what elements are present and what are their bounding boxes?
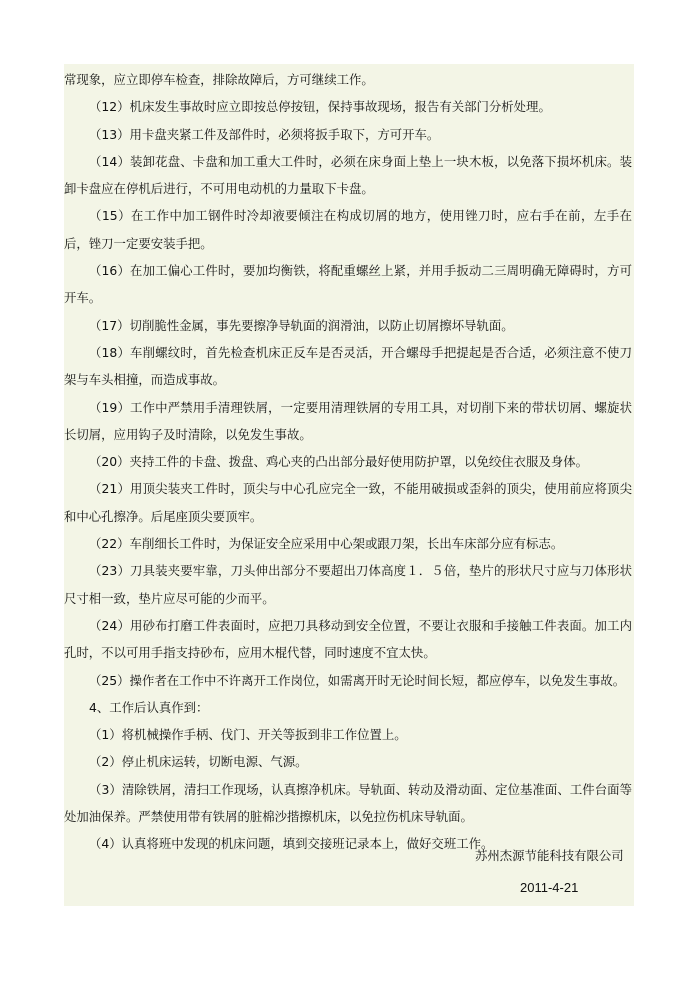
paragraph: （13）用卡盘夹紧工件及部件时，必须将扳手取下，方可开车。 (89, 126, 440, 142)
paragraph: （23）刀具装夹要牢靠，刀头伸出部分不要超出刀体高度１．５倍，垫片的形状尺寸应与刀体形状尺寸相一致，垫片应尽可能的少而平。 (64, 563, 632, 606)
section-heading: 4、工作后认真作到： (89, 699, 209, 715)
paragraph: （12）机床发生事故时应立即按总停按钮，保持事故现场，报告有关部门分析处理。 (89, 99, 551, 115)
paragraph: （3）清除铁屑，清扫工作现场，认真擦净机床。导轨面、转动及滑动面、定位基准面、工件台面等处加油保养。严禁使用带有铁屑的脏棉沙揩擦机床，以免拉伤机床导轨面。 (64, 781, 632, 825)
paragraph: （1）将机械操作手柄、伐门、开关等扳到非工作位置上。 (89, 727, 407, 743)
paragraph: （22）车削细长工件时，为保证安全应采用中心架或跟刀架，长出车床部分应有标志。 (89, 536, 564, 552)
document-body (64, 66, 634, 858)
paragraph: （4）认真将班中发现的机床问题，填到交接班记录本上，做好交班工作。 (89, 836, 494, 852)
paragraph: （25）操作者在工作中不许离开工作岗位，如需离开时无论时间长短，都应停车，以免发生事故。 (89, 672, 626, 688)
paragraph: （24）用砂布打磨工件表面时，应把刀具移动到安全位置，不要让衣服和手接触工件表面。加工内孔时，不以可用手指支持砂布，应用木棍代替，同时速度不宜太快。 (64, 617, 632, 661)
paragraph: （19）工作中严禁用手清理铁屑，一定要用清理铁屑的专用工具，对切削下来的带状切屑、螺旋状长切屑，应用钩子及时清除，以免发生事故。 (64, 399, 632, 442)
paragraph: （2）停止机床运转，切断电源、气源。 (89, 754, 308, 770)
paragraph: （20）夹持工件的卡盘、拨盘、鸡心夹的凸出部分最好使用防护罩，以免绞住衣服及身体。 (89, 454, 589, 470)
paragraph: （15）在工作中加工钢件时冷却液要倾注在构成切屑的地方，使用锉刀时，应右手在前，左手在后，锉刀一定要安装手把。 (64, 208, 632, 251)
paragraph: （17）切削脆性金属，事先要擦净导轨面的润滑油，以防止切屑擦坏导轨面。 (89, 317, 514, 333)
paragraph: 常现象，应立即停车检查，排除故障后，方可继续工作。 (64, 72, 374, 87)
paragraph: （16）在加工偏心工件时，要加均衡铁，将配重螺丝上紧，并用手扳动二三周明确无障碍时，方可开车。 (64, 263, 632, 306)
company-name: 苏州杰源节能科技有限公司 (475, 848, 624, 863)
paragraph: （21）用顶尖装夹工件时，顶尖与中心孔应完全一致，不能用破损或歪斜的顶尖，使用前应将顶尖和中心孔擦净。后尾座顶尖要顶牢。 (64, 481, 632, 524)
paragraph: （14）装卸花盘、卡盘和加工重大工件时，必须在床身面上垫上一块木板，以免落下损坏机床。装卸卡盘应在停机后进行，不可用电动机的力量取下卡盘。 (64, 153, 632, 197)
document-date: 2011-4-21 (520, 880, 579, 895)
paragraph: （18）车削螺纹时，首先检查机床正反车是否灵活，开合螺母手把提起是否合适，必须注意不使刀架与车头相撞，而造成事故。 (64, 344, 632, 388)
